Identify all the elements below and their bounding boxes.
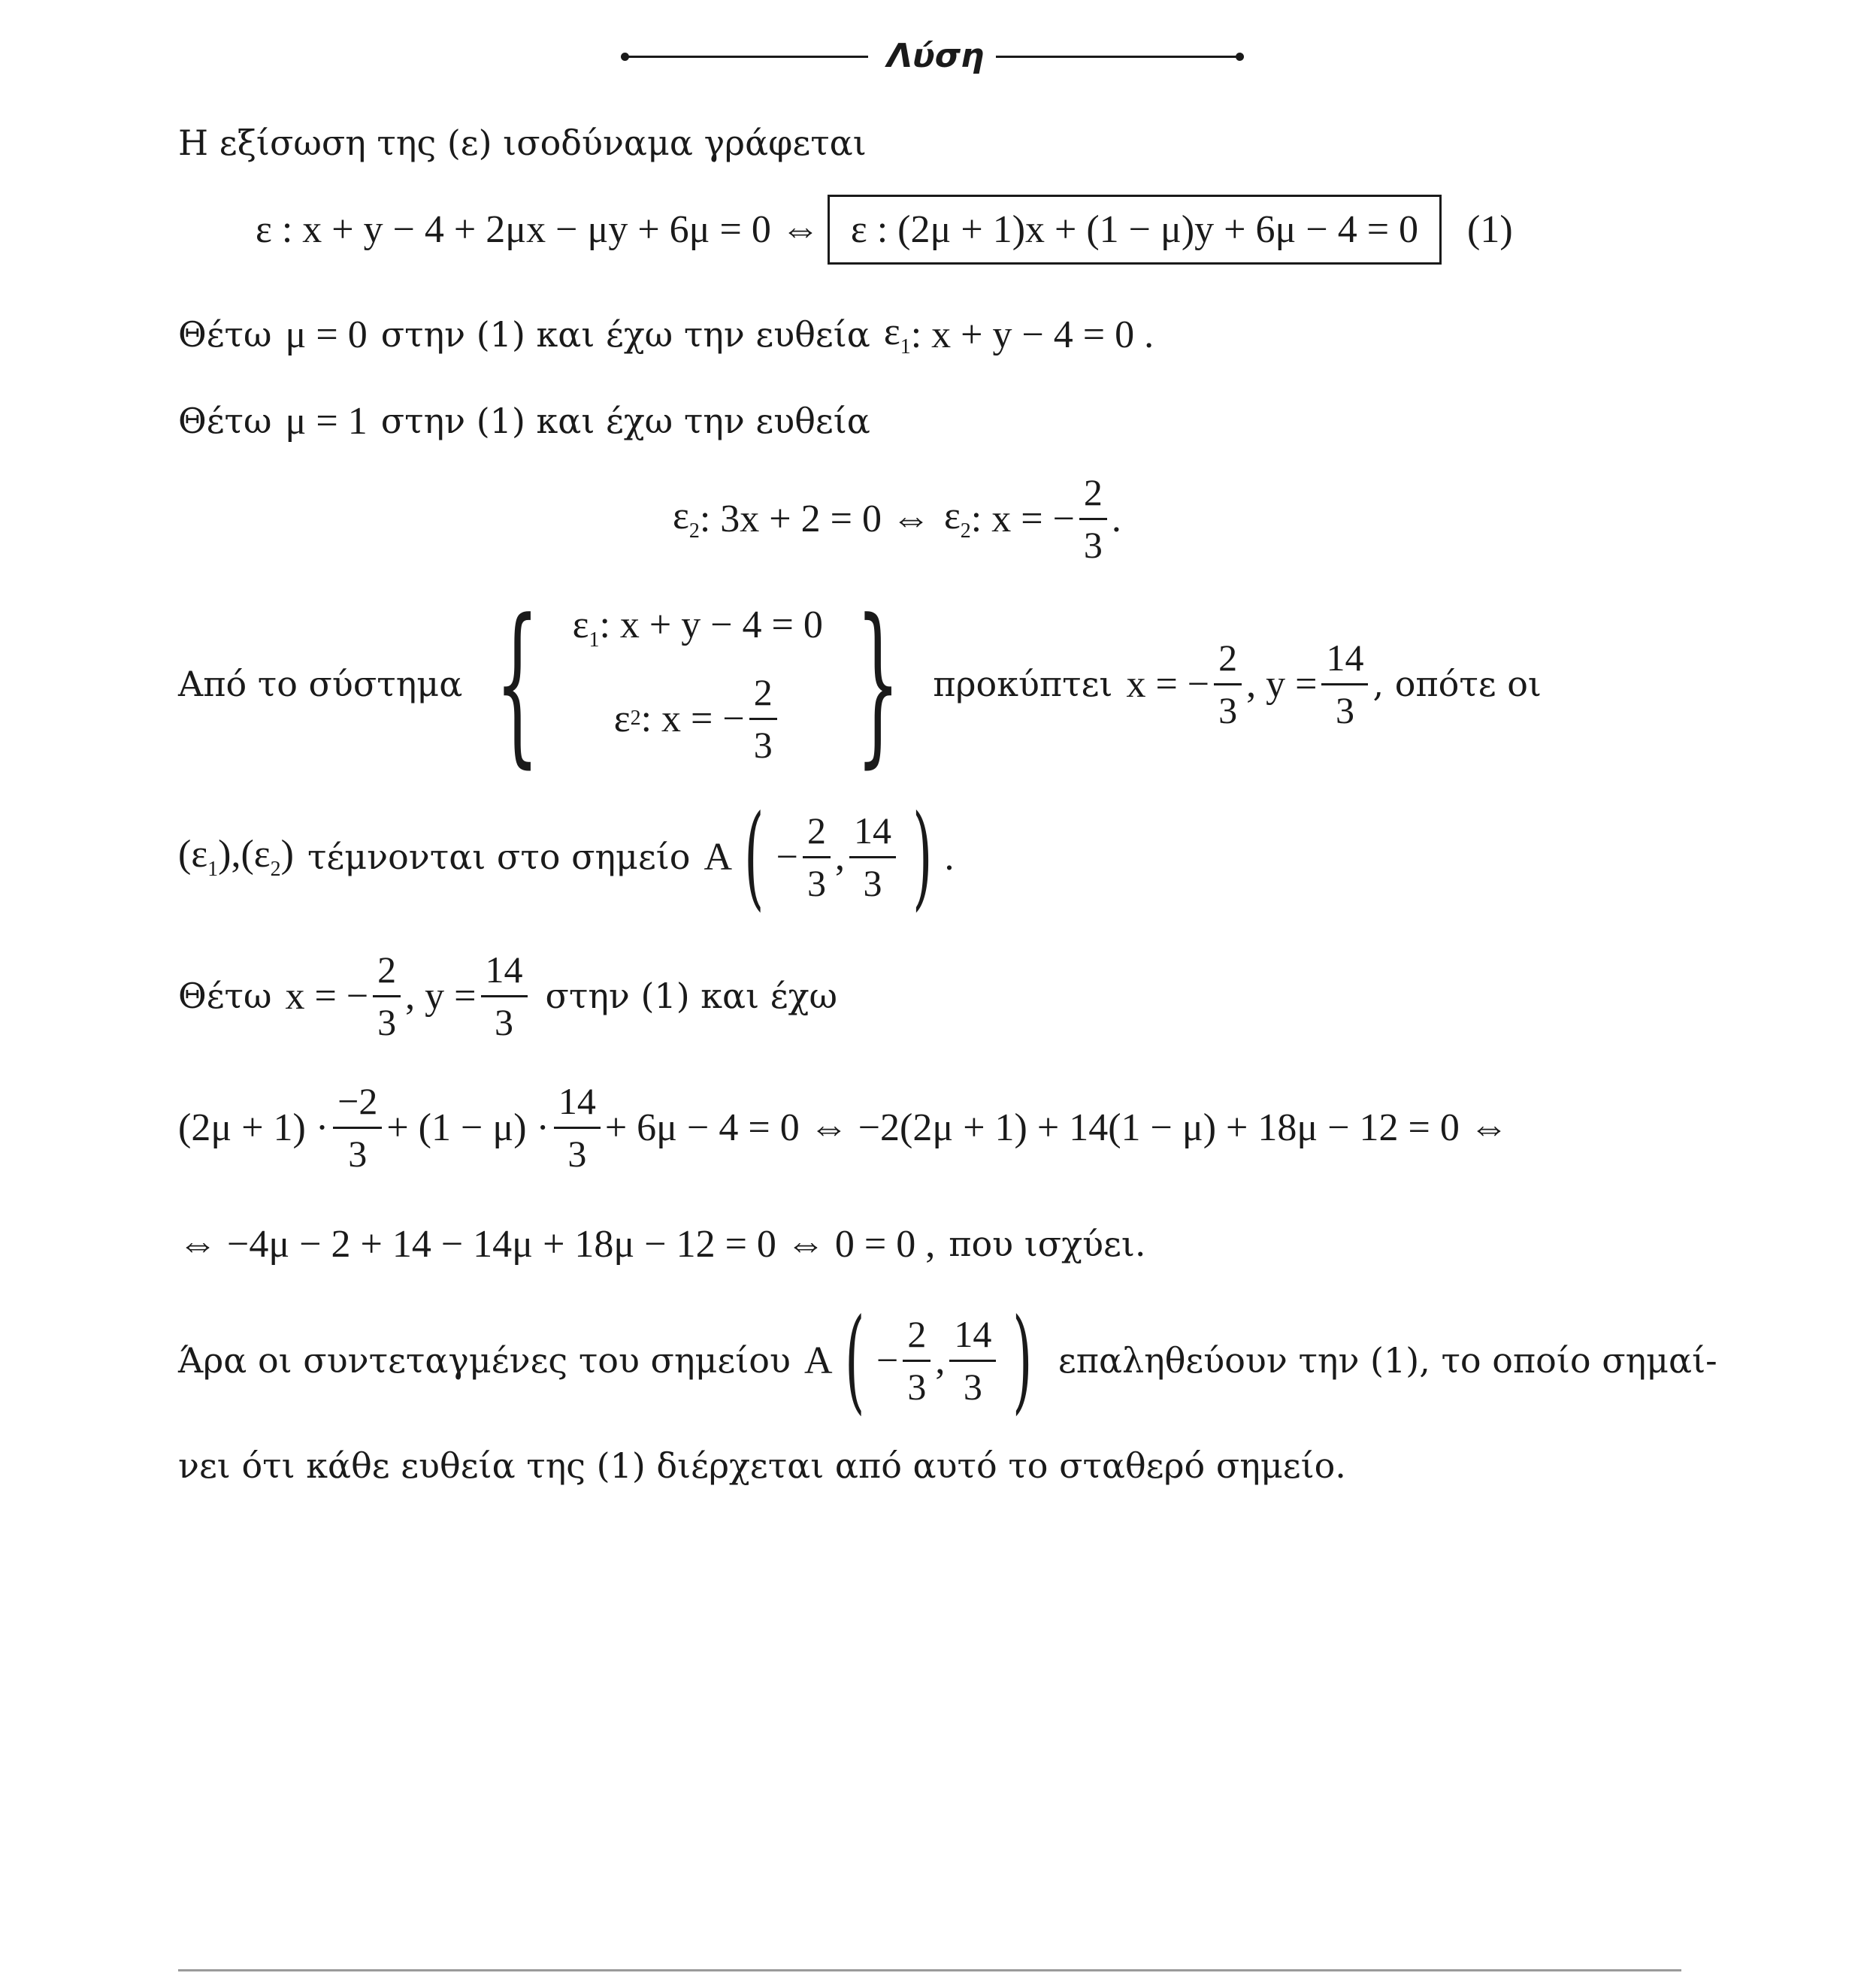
equation-3 — [178, 1075, 1729, 1180]
system-brace-left: { — [495, 583, 540, 784]
p4-text-a: Από το σύστημα — [178, 664, 463, 704]
paragraph-intro — [178, 113, 1729, 173]
eq2-rhs: : x = − — [970, 497, 1075, 540]
system-brace-right: } — [855, 583, 900, 784]
p6-x-eq: x = − — [285, 974, 369, 1018]
paragraph-conclusion — [178, 1295, 1729, 1426]
p2-math-mu: μ = 0 — [285, 313, 368, 356]
system-row-1: $\varepsilon_1$: x + y − 4 = 0 — [572, 603, 823, 652]
eq3-b: + (1 − μ) · — [386, 1106, 549, 1149]
p7-text-b: επαληθεύουν την (1), το οποίο σημαί- — [1058, 1340, 1717, 1381]
p6-y-fraction: $\frac{14}{3}$ — [481, 949, 528, 1043]
p4-text-b: προκύπτει — [933, 664, 1113, 704]
eq2-mid: : 3x + 2 = 0 ⇔ — [699, 497, 930, 540]
p3-math-mu: μ = 1 — [285, 399, 368, 443]
p4-text-e: , οπότε οι — [1372, 664, 1542, 704]
p6-y-eq: , y = — [405, 974, 477, 1018]
p6-text-a: Θέτω — [178, 976, 272, 1016]
equation-1-left: ε : x + y − 4 + 2μx − μy + 6μ = 0 ⇔ — [256, 207, 820, 251]
p5-point: A ( − $\frac{2}{3}$ , $\frac{14}{3}$ ) — [704, 791, 933, 922]
header-rule-left — [624, 56, 868, 58]
eq3-fraction-2: $\frac{14}{3}$ — [554, 1081, 601, 1175]
p2-text-a: Θέτω — [178, 314, 272, 355]
p3-text-a: Θέτω — [178, 401, 272, 441]
p2-epsilon: $\varepsilon_1$ — [883, 310, 911, 359]
intro-text: Η εξίσωση της (ε) ισοδύναμα γράφεται — [178, 123, 867, 163]
p8-text: νει ότι κάθε ευθεία της (1) διέρχεται από αυτό το σταθερό σημείο. — [178, 1445, 1346, 1486]
paragraph-mu-one — [178, 387, 1729, 455]
solution-title: Λύση — [887, 37, 985, 75]
footer-rule — [178, 1969, 1681, 1971]
solution-header — [624, 30, 1240, 83]
paragraph-system — [178, 583, 1729, 784]
eq2-fraction: $\frac{2}{3}$ — [1079, 472, 1107, 566]
equation-system — [462, 583, 933, 784]
equation-2 — [673, 462, 1729, 575]
p2-text-c: στην (1) και έχω την ευθεία — [380, 314, 870, 355]
paragraph-substitute — [178, 943, 1729, 1048]
paragraph-final — [178, 1432, 1729, 1499]
p4-y-fraction: $\frac{14}{3}$ — [1321, 637, 1368, 731]
p2-line-eq: : x + y − 4 = 0 . — [910, 313, 1154, 356]
p6-text-d: στην (1) και έχω — [545, 976, 837, 1016]
p4-x-eq: x = − — [1126, 662, 1210, 706]
p7-text-a: Άρα οι συντεταγμένες του σημείου — [178, 1340, 791, 1381]
p3-text-c: στην (1) και έχω την ευθεία — [380, 401, 870, 441]
paragraph-mu-zero — [178, 301, 1729, 368]
eq2-epsilon-b: $\varepsilon_2$ — [943, 495, 971, 543]
equation-4 — [178, 1210, 1729, 1278]
p7-point: A ( − $\frac{2}{3}$ , $\frac{14}{3}$ ) — [803, 1295, 1033, 1426]
eq3-fraction-1: $\frac{-2}{3}$ — [333, 1081, 382, 1175]
eq4-b: που ισχύει. — [949, 1224, 1146, 1264]
header-rule-dot-right — [1236, 53, 1244, 61]
eq2-end: . — [1111, 497, 1121, 540]
p5-text-d: τέμνονται στο σημείο — [307, 837, 691, 877]
p4-x-fraction: $\frac{2}{3}$ — [1214, 637, 1242, 731]
eq2-epsilon-a: $\varepsilon_2$ — [673, 495, 700, 543]
paragraph-intersection — [178, 791, 1729, 922]
equation-1-boxed: ε : (2μ + 1)x + (1 − μ)y + 6μ − 4 = 0 — [828, 195, 1442, 265]
eq4-a: ⇔ −4μ − 2 + 14 − 14μ + 18μ − 12 = 0 ⇔ 0 = 0 , — [178, 1222, 936, 1266]
p5-eps-pair: $(\varepsilon_1),(\varepsilon_2)$ — [178, 833, 294, 881]
equation-1-tag: (1) — [1467, 207, 1513, 251]
equation-1 — [256, 192, 1729, 267]
p4-y-eq: , y = — [1246, 662, 1318, 706]
p5-end: . — [944, 835, 955, 879]
system-row-2: ε 2 : x = − $\frac{2}{3}$ — [614, 672, 782, 766]
p6-x-fraction: $\frac{2}{3}$ — [373, 949, 401, 1043]
header-rule-right — [996, 56, 1240, 58]
eq3-c: + 6μ − 4 = 0 ⇔ −2(2μ + 1) + 14(1 − μ) + 18μ − 12 = 0 ⇔ — [604, 1106, 1508, 1149]
eq3-a: (2μ + 1) · — [178, 1106, 329, 1149]
